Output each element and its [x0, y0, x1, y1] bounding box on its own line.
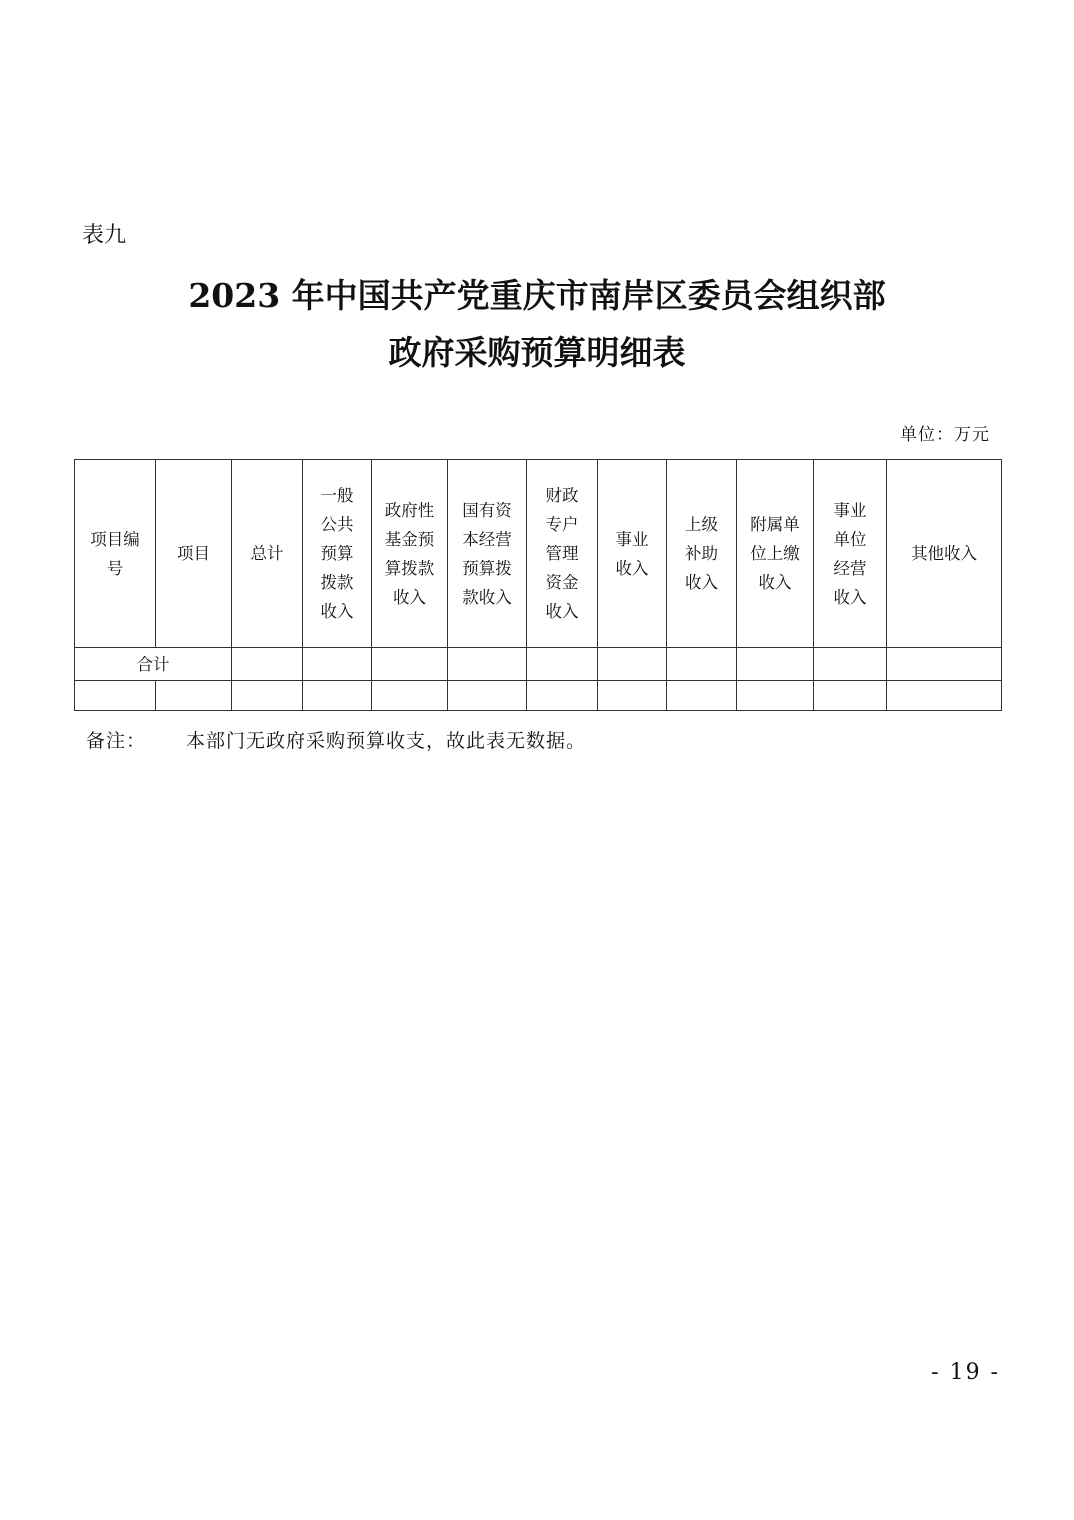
- unit-label: 单位：万元: [900, 425, 990, 445]
- table-cell: [372, 681, 448, 711]
- header-cell: 项目编 号: [75, 460, 156, 648]
- remark-label: 备注：: [86, 730, 147, 752]
- header-cell: 事业 收入: [598, 460, 667, 648]
- table-cell: [737, 648, 814, 681]
- table-cell: [303, 681, 372, 711]
- page-title-line2: 政府采购预算明细表: [388, 333, 686, 372]
- table-cell: [814, 648, 887, 681]
- table-cell: [303, 648, 372, 681]
- remark-text: 本部门无政府采购预算收支，故此表无数据。: [186, 730, 587, 752]
- remark: [86, 726, 586, 753]
- budget-table: [74, 459, 1002, 711]
- table-cell: [156, 681, 232, 711]
- header-cell: 事业 单位 经营 收入: [814, 460, 887, 648]
- table-cell: [448, 681, 527, 711]
- table-cell: [372, 648, 448, 681]
- header-cell: 项目: [156, 460, 232, 648]
- table-cell: [598, 681, 667, 711]
- table-cell: [232, 648, 303, 681]
- header-cell: 上级 补助 收入: [667, 460, 737, 648]
- table-cell: [667, 681, 737, 711]
- table-cell: [448, 648, 527, 681]
- table-row: [75, 681, 1002, 711]
- table-cell: [75, 681, 156, 711]
- table-label: 表九: [82, 223, 127, 248]
- table-cell: [887, 681, 1002, 711]
- table-cell: [887, 648, 1002, 681]
- header-cell: 财政 专户 管理 资金 收入: [527, 460, 598, 648]
- table-header-row: [75, 460, 1002, 648]
- table-cell: [527, 681, 598, 711]
- header-cell: 一般 公共 预算 拨款 收入: [303, 460, 372, 648]
- page-title-line1: 2023 年中国共产党重庆市南岸区委员会组织部: [188, 276, 886, 315]
- header-cell: 国有资 本经营 预算拨 款收入: [448, 460, 527, 648]
- header-cell: 总计: [232, 460, 303, 648]
- header-cell: 附属单 位上缴 收入: [737, 460, 814, 648]
- table-cell: [598, 648, 667, 681]
- table-cell: [527, 648, 598, 681]
- page-number: - 19 -: [931, 1360, 1000, 1385]
- table-cell: [814, 681, 887, 711]
- header-cell: 政府性 基金预 算拨款 收入: [372, 460, 448, 648]
- total-row: [75, 648, 1002, 681]
- header-cell: 其他收入: [887, 460, 1002, 648]
- total-label-cell: 合计: [75, 648, 232, 681]
- table-cell: [232, 681, 303, 711]
- table-cell: [737, 681, 814, 711]
- table-cell: [667, 648, 737, 681]
